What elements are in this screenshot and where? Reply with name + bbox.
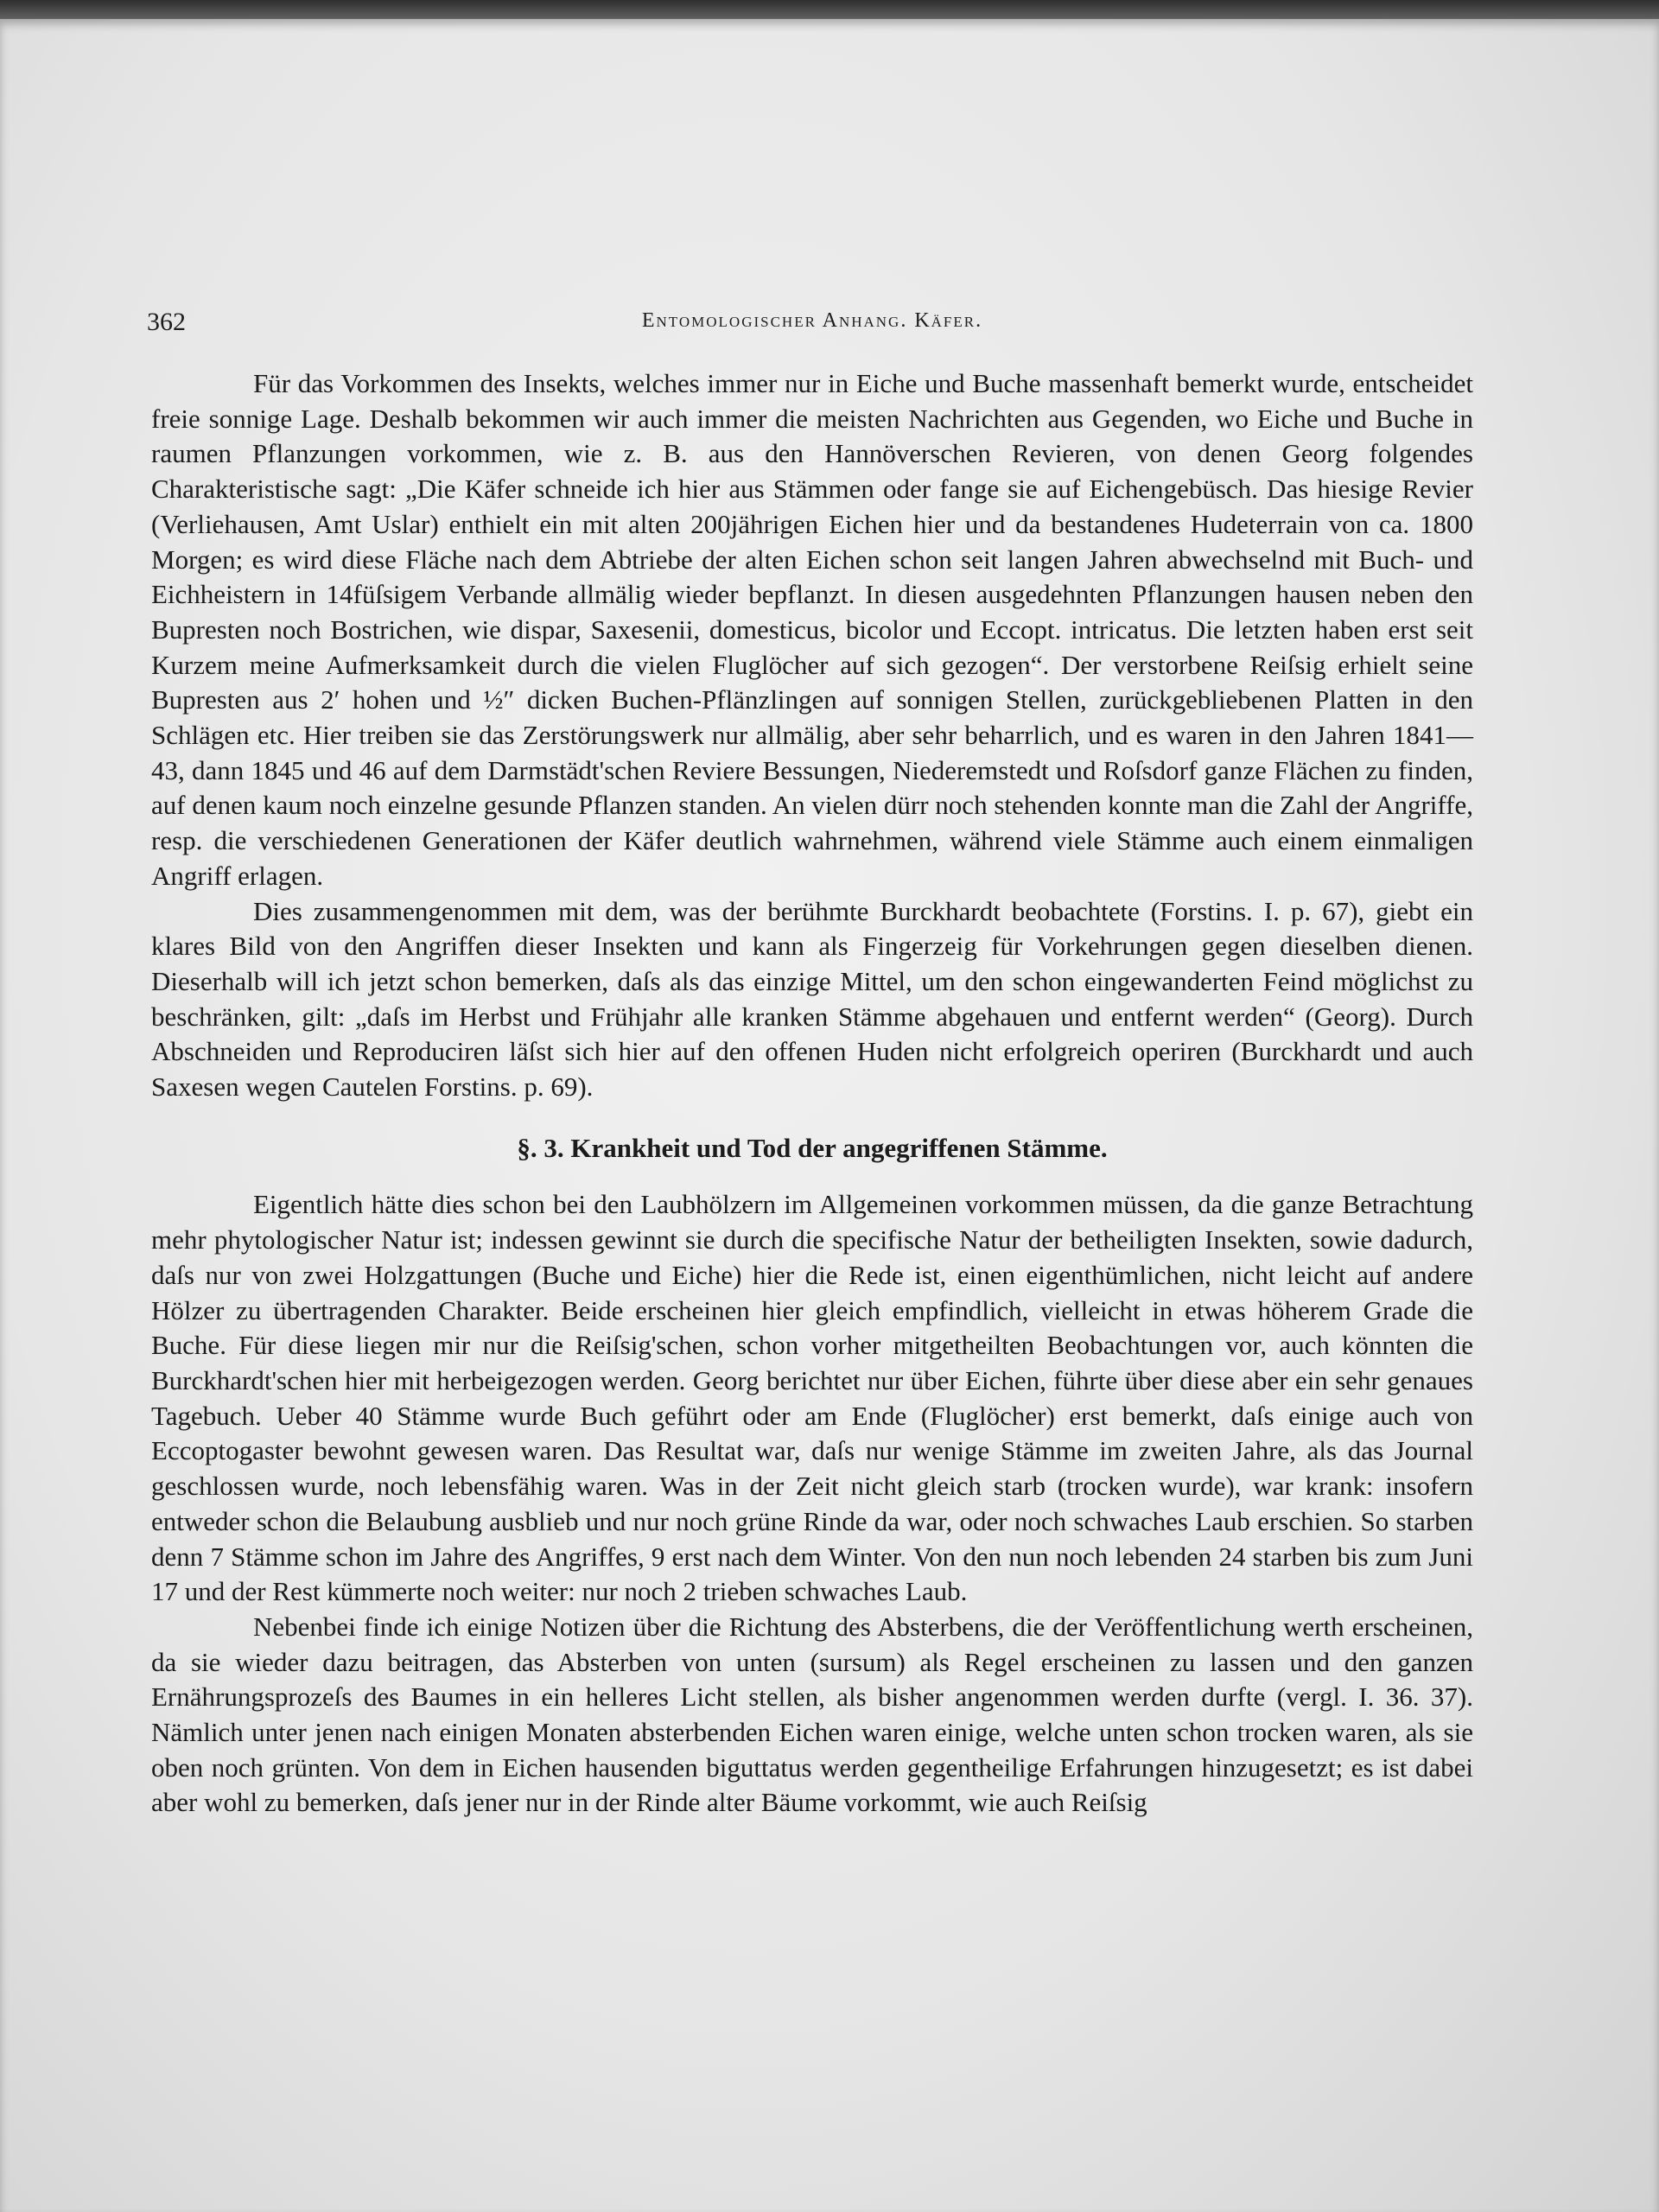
- paragraph: Eigentlich hätte dies schon bei den Laubhölzern im Allgemeinen vorkommen müssen, da die ganze Betrachtung mehr phytologischer Natur ist; indessen gewinnt sie durch die specifische Natur der betheiligten Insekten, sowie dadurch, daſs nur von zwei Holzgattungen (Buche und Eiche) hier die Rede ist, einen eigenthümlichen, nicht leicht auf andere Hölzer zu übertragenden Charakter. Beide erscheinen hier gleich empfindlich, vielleicht in etwas höherem Grade die Buche. Für diese liegen mir nur die Reiſsig'schen, schon vorher mitgetheilten Beobachtungen vor, auch könnten die Burckhardt'schen hier mit herbeigezogen werden. Georg berichtet nur über Eichen, führte über diese aber ein sehr genaues Tagebuch. Ueber 40 Stämme wurde Buch geführt oder am Ende (Fluglöcher) erst bemerkt, daſs einige auch von Eccoptogaster bewohnt gewesen waren. Das Resultat war, daſs nur wenige Stämme im zweiten Jahre, als das Journal geschlossen wurde, noch lebensfähig waren. Was in der Zeit nicht gleich starb (trocken wurde), war krank: insofern entweder schon die Belaubung ausblieb und nur noch grüne Rinde da war, oder noch schwaches Laub erschien. So starben denn 7 Stämme schon im Jahre des Angriffes, 9 erst nach dem Winter. Von den nun noch lebenden 24 starben bis zum Juni 17 und der Rest kümmerte noch weiter: nur noch 2 trieben schwaches Laub.: [151, 1189, 1473, 1607]
- paragraph: Für das Vorkommen des Insekts, welches immer nur in Eiche und Buche massenhaft bemerkt wurde, entscheidet freie sonnige Lage. Deshalb bekommen wir auch immer die meisten Nachrichten aus Gegenden, wo Eiche und Buche in raumen Pflanzungen vorkommen, wie z. B. aus den Hannöverschen Revieren, von denen Georg folgendes Charakteristische sagt: „Die Käfer schneide ich hier aus Stämmen oder fange sie auf Eichengebüsch. Das hiesige Revier (Verliehausen, Amt Uslar) enthielt ein mit alten 200jährigen Eichen hier und da bestandenes Hudeterrain von ca. 1800 Morgen; es wird diese Fläche nach dem Abtriebe der alten Eichen schon seit langen Jahren abwechselnd mit Buch- und Eichheistern in 14füſsigem Verbande allmälig wieder bepflanzt. In diesen ausgedehnten Pflanzungen hausen neben den Bupresten noch Bostrichen, wie dispar, Saxesenii, domesticus, bicolor und Eccopt. intricatus. Die letzten haben erst seit Kurzem meine Aufmerksamkeit durch die vielen Fluglöcher auf sich gezogen“. Der verstorbene Reiſsig erhielt seine Bupresten aus 2′ hohen und ½″ dicken Buchen-Pflänzlingen auf sonnigen Stellen, zurückgebliebenen Platten in den Schlägen etc. Hier treiben sie das Zerstörungswerk nur allmälig, aber sehr beharrlich, und es waren in den Jahren 1841—43, dann 1845 und 46 auf dem Darmstädt'schen Reviere Bessungen, Niederemstedt und Roſsdorf ganze Flächen zu finden, auf denen kaum noch einzelne gesunde Pflanzen standen. An vielen dürr noch stehenden konnte man die Zahl der Angriffe, resp. die verschiedenen Generationen der Käfer deutlich wahrnehmen, während viele Stämme auch einem einmaligen Angriff erlagen.: [151, 368, 1473, 891]
- body-text: [151, 366, 1473, 1821]
- section-heading: §. 3. Krankheit und Tod der angegriffenen Stämme.: [517, 1132, 1108, 1163]
- page-header: [147, 287, 1478, 339]
- book-page: [0, 19, 1659, 2212]
- paragraph: Dies zusammengenommen mit dem, was der berühmte Burckhardt beobachtete (Forstins. I. p. 67), giebt ein klares Bild von den Angriffen dieser Insekten und kann als Fingerzeig für Vorkehrungen gegen dieselben dienen. Dieserhalb will ich jetzt schon bemerken, daſs als das einzige Mittel, um den schon eingewanderten Feind möglichst zu beschränken, gilt: „daſs im Herbst und Frühjahr alle kranken Stämme abgehauen und entfernt werden“ (Georg). Durch Abschneiden und Reproduciren läſst sich hier auf den offenen Huden nicht erfolgreich operiren (Burckhardt und auch Saxesen wegen Cautelen Forstins. p. 69).: [151, 895, 1473, 1103]
- paragraph: Nebenbei finde ich einige Notizen über die Richtung des Absterbens, die der Veröffentlichung werth erscheinen, da sie wieder dazu beitragen, das Absterben von unten (sursum) als Regel erscheinen zu lassen und den ganzen Ernährungsprozeſs des Baumes in ein helleres Licht stellen, als bisher angenommen werden durfte (vergl. I. 36. 37). Nämlich unter jenen nach einigen Monaten absterbenden Eichen waren einige, welche unten schon trocken waren, als sie oben noch grünten. Von dem in Eichen hausenden biguttatus werden gegentheilige Erfahrungen hinzugesetzt; es ist dabei aber wohl zu bemerken, daſs jener nur in der Rinde alter Bäume vorkommt, wie auch Reiſsig: [151, 1611, 1473, 1818]
- page-number: 362: [147, 308, 186, 336]
- running-head: Entomologischer Anhang. Käfer.: [641, 309, 983, 332]
